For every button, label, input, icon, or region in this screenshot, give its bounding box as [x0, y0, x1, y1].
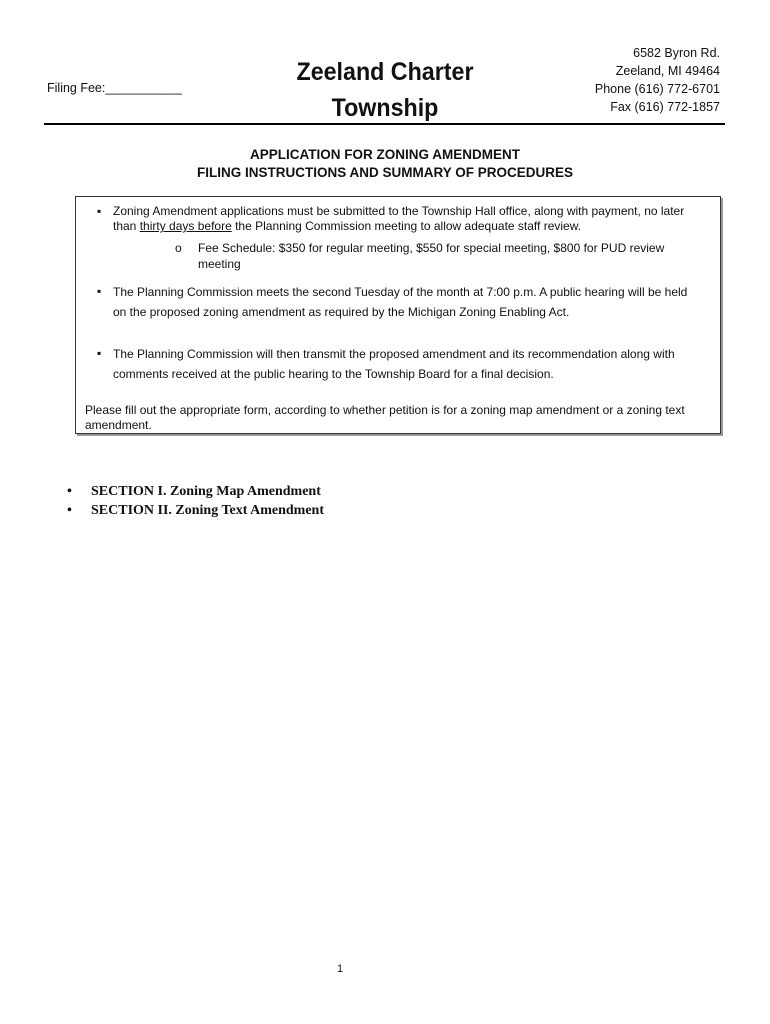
document-title-line-2: FILING INSTRUCTIONS AND SUMMARY OF PROCEDURES	[196, 165, 573, 180]
section-1-zoning-map-amendment: SECTION I. Zoning Map Amendment	[91, 484, 321, 499]
circle-bullet-icon: o	[175, 241, 182, 255]
address-street: 6582 Byron Rd.	[633, 46, 720, 60]
township-name-line-1: Zeeland Charter	[296, 58, 474, 86]
address-fax: Fax (616) 772-1857	[610, 100, 720, 114]
instruction-meeting-schedule: The Planning Commission meets the second Tuesday of the month at 7:00 p.m. A public hearing will be held on the proposed zoning amendment as required by the Michigan Zoning Enabling Act.	[113, 285, 688, 319]
address-city: Zeeland, MI 49464	[615, 64, 720, 78]
township-name	[259, 54, 510, 126]
square-bullet-icon: ▪	[97, 284, 102, 298]
square-bullet-icon: ▪	[97, 346, 102, 360]
township-address	[595, 44, 720, 116]
form-selection-note: Please fill out the appropriate form, according to whether petition is for a zoning map amendment or a zoning text amendment.	[85, 403, 685, 432]
header-divider	[44, 123, 725, 125]
section-list-item	[67, 482, 324, 501]
instruction-submission-deadline	[113, 204, 703, 234]
section-2-zoning-text-amendment: SECTION II. Zoning Text Amendment	[91, 503, 325, 518]
instruction-1-text-b: the Planning Commission meeting to allow adequate staff review.	[231, 219, 582, 233]
instructions-box	[75, 196, 721, 434]
section-list	[67, 482, 324, 520]
instruction-board-decision: The Planning Commission will then transmit the proposed amendment and its recommendation along with comments received at the public hearing to the Township Board for a final decision.	[113, 347, 675, 381]
document-title-line-1: APPLICATION FOR ZONING AMENDMENT	[250, 147, 520, 162]
bullet-icon: •	[67, 484, 72, 499]
square-bullet-icon: ▪	[97, 204, 102, 218]
page-number: 1	[336, 963, 344, 975]
thirty-days-before-emphasis: thirty days before	[139, 219, 232, 233]
filing-fee-label: Filing Fee:___________	[47, 81, 182, 95]
document-title	[0, 146, 770, 182]
section-list-item	[67, 501, 324, 520]
township-name-line-2: Township	[331, 94, 439, 122]
address-phone: Phone (616) 772-6701	[594, 82, 720, 96]
fee-schedule: Fee Schedule: $350 for regular meeting, $550 for special meeting, $800 for PUD review meeting	[198, 241, 665, 271]
instruction-1-text-a: Zoning Amendment applications must be submitted to the Township Hall office, along with payment, no later than	[113, 204, 685, 233]
bullet-icon: •	[67, 503, 72, 518]
